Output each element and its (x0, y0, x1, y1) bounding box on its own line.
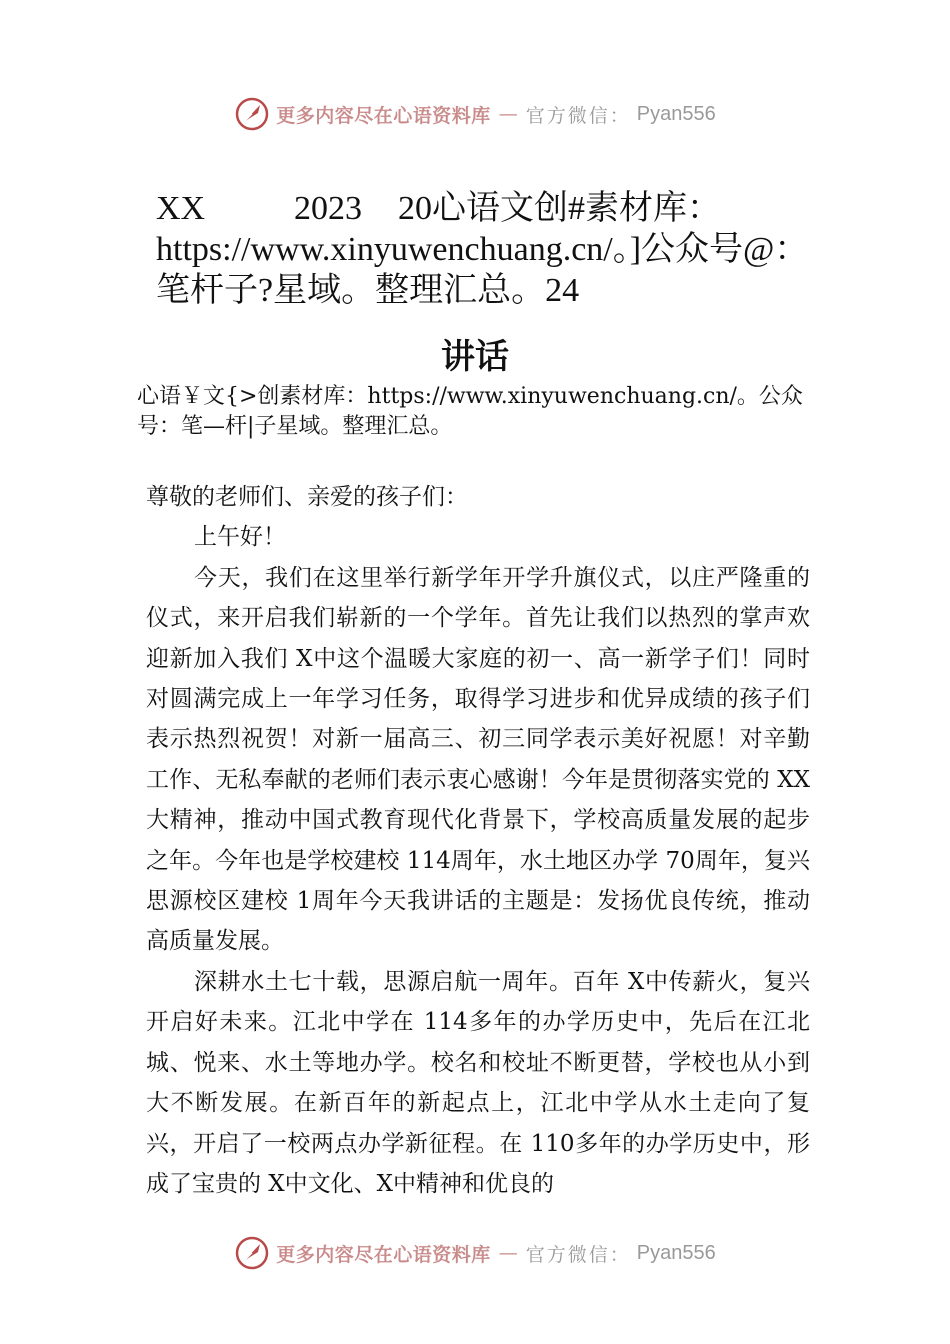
banner-text: 更多内容尽在心语资料库 (276, 104, 491, 127)
banner-wechat-id: Pyan556 (636, 102, 716, 125)
quill-logo-icon (234, 96, 270, 132)
quill-logo-icon (234, 1235, 270, 1271)
document-subtitle: 讲话 (441, 337, 509, 377)
title-line-2: https://www.xinyuwenchuang.cn/。]公众号@： (156, 231, 809, 268)
title-year: 2023 (294, 190, 362, 227)
greeting: 尊敬的老师们、亲爱的孩子们： (146, 484, 468, 510)
title-line-3: 笔杆子?星域。整理汇总。24 (156, 272, 580, 309)
banner-wechat-label: 官方微信： (525, 104, 631, 127)
banner-wechat-label: 官方微信： (525, 1243, 631, 1266)
document-title (156, 188, 856, 311)
paragraph: 今天，我们在这里举行新学年开学升旗仪式，以庄严隆重的仪式，来开启我们崭新的一个学年。首先让我们以热烈的掌声欢迎新加入我们 X中这个温暖大家庭的初一、高一新学子们！同时对圆满完成上一年学习任务，取得学习进步和优异成绩的孩子们表示热烈祝贺！对新一届高三、初三同学表示美好祝愿！对辛勤工作、无私奉献的老师们表示衷心感谢！今年是贯彻落实党的 XX大精神，推动中国式教育现代化背景下，学校高质量发展的起步之年。今年也是学校建校 114周年，水土地区办学 70周年，复兴思源校区建校 1周年今天我讲话的主题是：发扬优良传统，推动高质量发展。 (146, 564, 810, 955)
banner-wechat-id: Pyan556 (636, 1241, 716, 1264)
banner-separator: — (498, 103, 518, 125)
banner-separator: — (498, 1242, 518, 1264)
footer-banner (0, 1233, 950, 1273)
banner-text: 更多内容尽在心语资料库 (276, 1243, 491, 1266)
paragraph: 深耕水土七十载，思源启航一周年。百年 X中传薪火，复兴开启好未来。江北中学在 114多年的办学历史中，先后在江北城、悦来、水土等地办学。校名和校址不断更替，学校也从小到大不断发展。在新百年的新起点上，江北中学从水土走向了复兴，开启了一校两点办学新征程。在 110多年的办学历史中，形成了宝贵的 X中文化、X中精神和优良的 (146, 968, 810, 1197)
salutation: 上午好！ (194, 524, 286, 551)
title-prefix: XX (156, 190, 206, 227)
source-note: 心语￥文{>创素材库：https://www.xinyuwenchuang.cn/。公众号：笔—杆|子星域。整理汇总。 (137, 384, 803, 439)
speech-body (146, 477, 810, 1204)
header-banner (0, 94, 950, 134)
title-rest: 20心语文创#素材库： (398, 190, 721, 227)
